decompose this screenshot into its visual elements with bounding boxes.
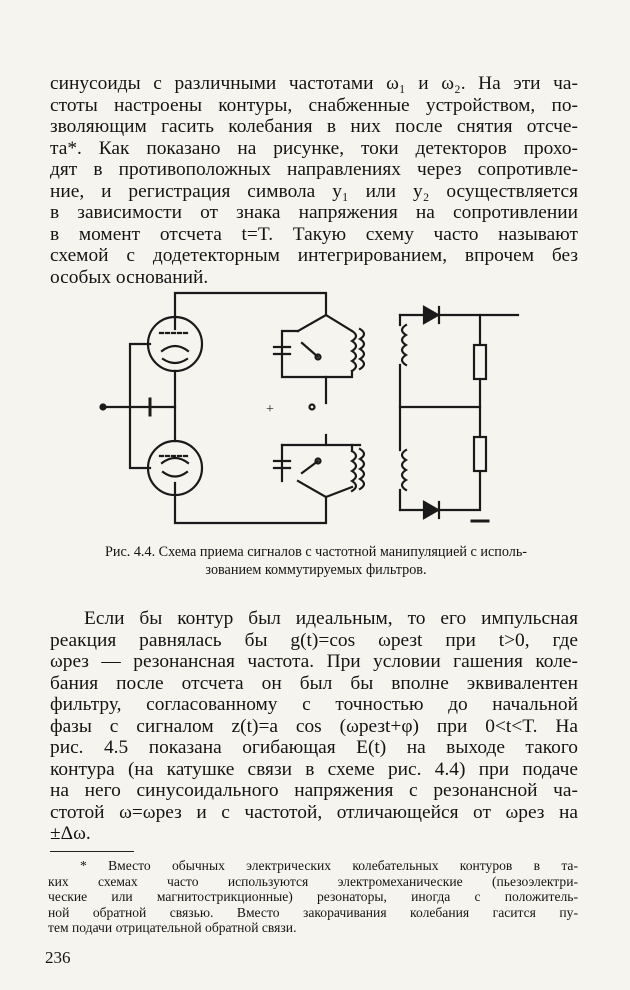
footnote-line: ческие или магнитострикционные) резонаторы, иногда с положитель- — [48, 889, 578, 905]
text-line: в момент отсчета t=T. Такую схему часто называют — [50, 223, 578, 245]
text-line: реакция равнялась бы g(t)=cos ωрезt при t>0, где — [50, 629, 578, 651]
body-paragraph-1 — [50, 73, 578, 288]
text-line: в зависимости от знака напряжения на сопротивлении — [50, 202, 578, 223]
diode-upper — [424, 307, 438, 323]
switched-filter-lower — [274, 435, 364, 497]
caption-line: Рис. 4.4. Схема приема сигналов с частотной манипуляцией с исполь- — [104, 544, 528, 560]
resistor-upper — [474, 345, 486, 379]
text-line: зволяющим гасить колебания в них после снятия отсче- — [50, 116, 578, 137]
caption-line: зованием коммутируемых фильтров. — [205, 562, 427, 578]
resistor-lower — [474, 437, 486, 471]
text-line: стотой ω=ωрез и с частотой, отличающейся от ωрез на — [50, 801, 578, 823]
supply-terminal — [310, 405, 315, 410]
text-line: схемой с додетекторным интегрированием, впрочем без — [50, 245, 578, 266]
tube-upper — [148, 317, 202, 371]
text-line: ωрез — резонансная частота. При условии гашения коле- — [50, 651, 578, 672]
text-line: на него синусоидального напряжения с резонансной ча- — [50, 780, 578, 801]
footnote-line: * Вместо обычных электрических колебательных контуров в та- — [80, 858, 578, 873]
text-line: синусоиды с различными частотами ω₁ и ω₂. На эти ча- — [50, 73, 578, 94]
text-line: дят в противоположных направлениях через сопротивле- — [50, 159, 578, 180]
text-line: фазы с сигналом z(t)=a cos (ωрезt+φ) при 0<t<T. На — [50, 715, 578, 737]
text-line: Если бы контур был идеальным, то его импульсная — [84, 608, 578, 629]
text-line: ние, и регистрация символа y₁ или y₂ осуществляется — [50, 180, 578, 202]
footnote-line: тем подачи отрицательной обратной связи. — [48, 920, 297, 936]
tube-lower — [148, 441, 202, 495]
text-line: особых оснований. — [50, 266, 209, 288]
page-number: 236 — [45, 948, 71, 967]
text-line: фильтру, согласованному с точностью до начальной — [50, 694, 578, 715]
circuit-diagram — [90, 285, 530, 530]
footnote-rule — [50, 851, 134, 852]
text-line: стоты настроены контуры, снабженные устройством, по- — [50, 94, 578, 116]
text-line: контура (на катушке связи в схеме рис. 4.4) при подаче — [50, 758, 578, 780]
footnote — [48, 858, 578, 936]
text-line: рис. 4.5 показана огибающая E(t) на выходе такого — [50, 737, 578, 758]
switched-filter-upper — [274, 315, 364, 403]
text-line: бания после отсчета он был бы вполне эквивалентен — [50, 672, 578, 694]
grid-wiring — [101, 344, 176, 468]
figure-caption — [46, 543, 586, 579]
text-line: та*. Как показано на рисунке, токи детекторов прохо- — [50, 137, 578, 159]
text-line: ±Δω. — [50, 823, 91, 844]
body-paragraph-2 — [50, 608, 578, 845]
diode-lower — [424, 502, 438, 518]
detector-section — [400, 315, 518, 510]
plus-sign: + — [266, 402, 274, 417]
footnote-line: ной обратной связью. Вместо закорачивания колебания гасится пу- — [48, 904, 578, 920]
footnote-line: ких схемах часто используются электромеханические (пьезоэлектри- — [48, 873, 578, 889]
